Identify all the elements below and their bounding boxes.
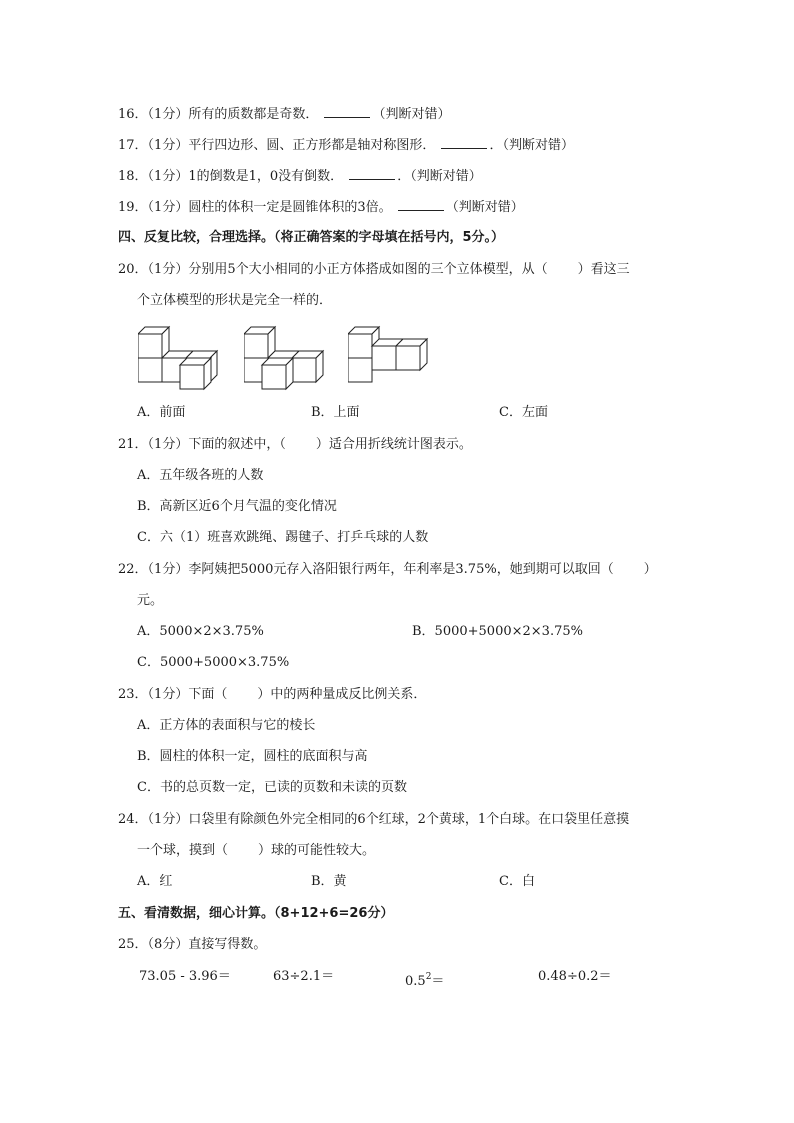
answer-blank-17[interactable] [441,136,487,149]
question-20-line1: 20．（1分）分别用5个大小相同的小正方体搭成如图的三个立体模型，从（ ）看这三 [118,262,630,277]
q24-option-b[interactable]: B．黄 [311,874,347,889]
question-19: 19．（1分）圆柱的体积一定是圆锥体积的3倍。 （判断对错） [118,200,524,215]
q21-option-c[interactable]: C．六（1）班喜欢跳绳、踢毽子、打乒乓球的人数 [137,530,429,545]
q20-option-a[interactable]: A．前面 [137,405,186,420]
q24-option-a[interactable]: A．红 [137,874,173,889]
question-16: 16．（1分）所有的质数都是奇数． （判断对错） [118,107,451,122]
section-4-heading: 四、反复比较，合理选择。（将正确答案的字母填在括号内，5分。） [118,230,505,245]
q20-option-c[interactable]: C．左面 [499,405,548,420]
cube-model-2 [244,322,334,392]
answer-blank-18[interactable] [349,167,395,180]
question-25-line1: 25．（8分）直接写得数。 [118,937,267,952]
calc-expression-4: 0.48÷0.2＝ [538,969,612,984]
question-22-line2: 元。 [137,593,164,608]
cube-model-1 [138,322,228,392]
answer-blank-19[interactable] [398,198,444,211]
cube-model-3 [348,322,448,392]
question-20-line2: 个立体模型的形状是完全一样的． [137,293,333,308]
question-24-line1: 24．（1分）口袋里有除颜色外完全相同的6个红球，2个黄球，1个白球。在口袋里任意摸 [118,812,630,827]
calc-expression-3: $0.5^2=$ [405,972,445,989]
cube-models-figure [138,322,448,392]
section-5-heading: 五、看清数据，细心计算。（8+12+6=26分） [118,906,394,921]
question-23-line1: 23．（1分）下面（ ）中的两种量成反比例关系． [118,687,427,702]
q23-option-c[interactable]: C．书的总页数一定，已读的页数和未读的页数 [137,780,407,795]
calc-expression-2: 63÷2.1＝ [273,969,335,984]
q22-option-c[interactable]: C．5000+5000×3.75% [137,655,290,670]
question-22-line1: 22．（1分）李阿姨把5000元存入洛阳银行两年，年利率是3.75%，她到期可以取回（ ） [118,562,657,577]
q20-option-b[interactable]: B．上面 [311,405,360,420]
calc-expression-1: 73.05 - 3.96＝ [139,969,231,984]
q23-option-a[interactable]: A．正方体的表面积与它的棱长 [137,718,316,733]
q22-option-a[interactable]: A．5000×2×3.75% [137,624,264,639]
q24-option-c[interactable]: C．白 [499,874,535,889]
question-21-line1: 21．（1分）下面的叙述中，（ ）适合用折线统计图表示。 [118,437,472,452]
q21-option-b[interactable]: B．高新区近6个月气温的变化情况 [137,499,337,514]
question-24-line2: 一个球，摸到（ ）球的可能性较大。 [137,843,376,858]
q21-option-a[interactable]: A．五年级各班的人数 [137,468,264,483]
q23-option-b[interactable]: B．圆柱的体积一定，圆柱的底面积与高 [137,749,368,764]
question-17: 17．（1分）平行四边形、圆、正方形都是轴对称图形． ．（判断对错） [118,138,574,153]
question-18: 18．（1分）1的倒数是1，0没有倒数． ．（判断对错） [118,169,482,184]
q22-option-b[interactable]: B．5000+5000×2×3.75% [412,624,583,639]
answer-blank-16[interactable] [324,105,370,118]
